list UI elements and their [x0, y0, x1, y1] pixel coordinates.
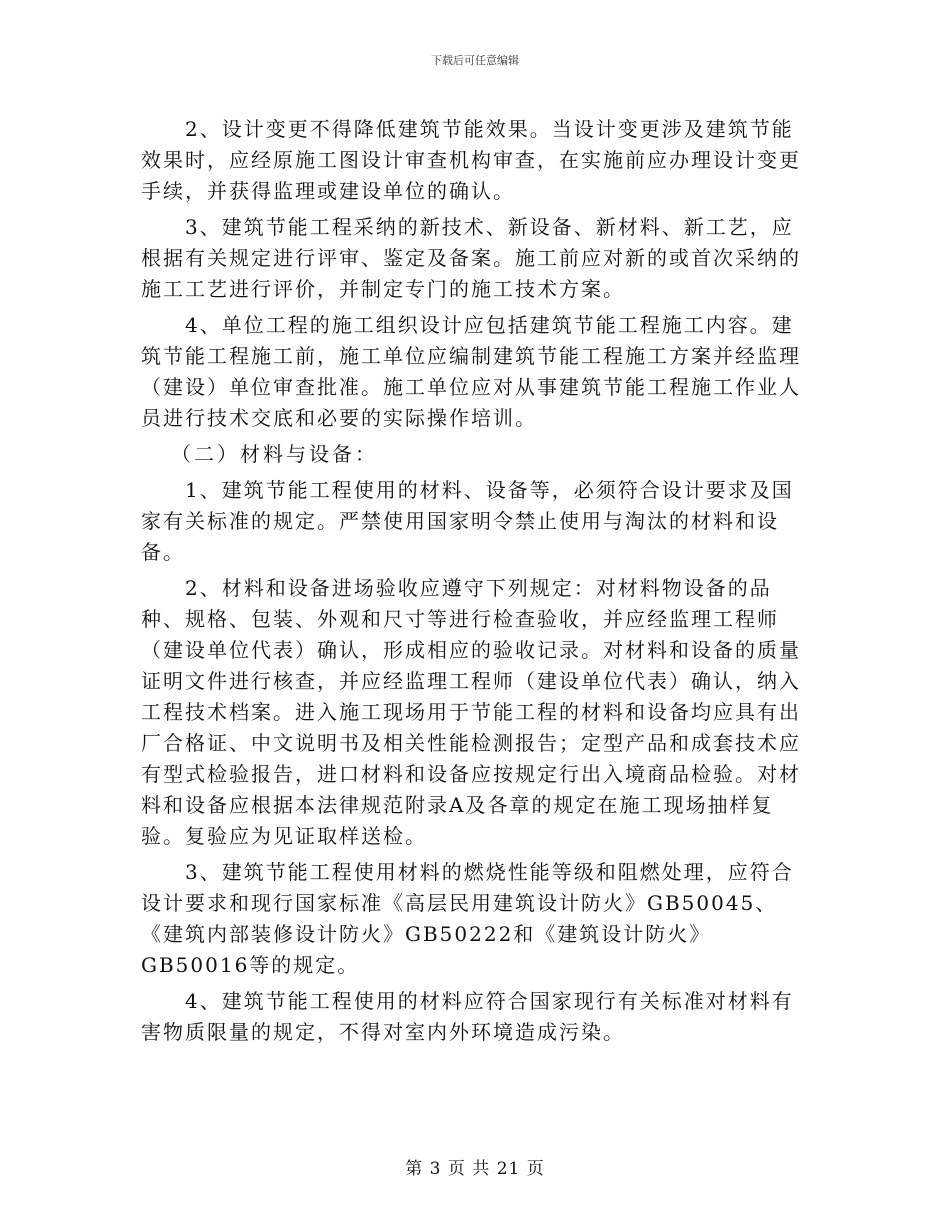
paragraph-design-change: 2、设计变更不得降低建筑节能效果。当设计变更涉及建筑节能效果时，应经原施工图设计审查机构审查，在实施前应办理设计变更手续，并获得监理或建设单位的确认。: [141, 117, 801, 203]
document-body: [141, 114, 809, 1048]
paragraph-harmful-substances: 4、建筑节能工程使用的材料应符合国家现行有关标准对材料有害物质限量的规定，不得对室内外环境造成污染。: [141, 989, 794, 1044]
paragraph-construction-organization: 4、单位工程的施工组织设计应包括建筑节能工程施工内容。建筑节能工程施工前，施工单位应编制建筑节能工程施工方案并经监理（建设）单位审查批准。施工单位应对从事建筑节能工程施工作业人员进行技术交底和必要的实际操作培训。: [141, 313, 801, 430]
paragraph-material-standards: 1、建筑节能工程使用的材料、设备等，必须符合设计要求及国家有关标准的规定。严禁使用国家明令禁止使用与淘汰的材料和设备。: [141, 478, 794, 564]
page-header-note: 下载后可任意编辑: [431, 54, 519, 67]
section-heading-materials-equipment: （二）材料与设备：: [171, 442, 378, 466]
paragraph-new-technology: 3、建筑节能工程采纳的新技术、新设备、新材料、新工艺，应根据有关规定进行评审、鉴定及备案。施工前应对新的或首次采纳的施工工艺进行评价，并制定专门的施工技术方案。: [141, 215, 801, 301]
paragraph-acceptance-rules: 2、材料和设备进场验收应遵守下列规定：对材料物设备的品种、规格、包装、外观和尺寸等进行检查验收，并应经监理工程师（建设单位代表）确认，形成相应的验收记录。对材料和设备的质量证明文件进行核查，并应经监理工程师（建设单位代表）确认，纳入工程技术档案。进入施工现场用于节能工程的材料和设备均应具有出厂合格证、中文说明书及相关性能检测报告；定型产品和成套技术应有型式检验报告，进口材料和设备应按规定行出入境商品检验。对材料和设备应根据本法律规范附录A及各章的规定在施工现场抽样复验。复验应为见证取样送检。: [141, 576, 801, 848]
page-number: 第 3 页 共 21 页: [405, 1159, 545, 1179]
paragraph-fire-rating: 3、建筑节能工程使用材料的燃烧性能等级和阻燃处理，应符合设计要求和现行国家标准《高层民用建筑设计防火》GB50045、《建筑内部装修设计防火》GB50222和《建筑设计防火》GB50016等的规定。: [141, 860, 794, 977]
